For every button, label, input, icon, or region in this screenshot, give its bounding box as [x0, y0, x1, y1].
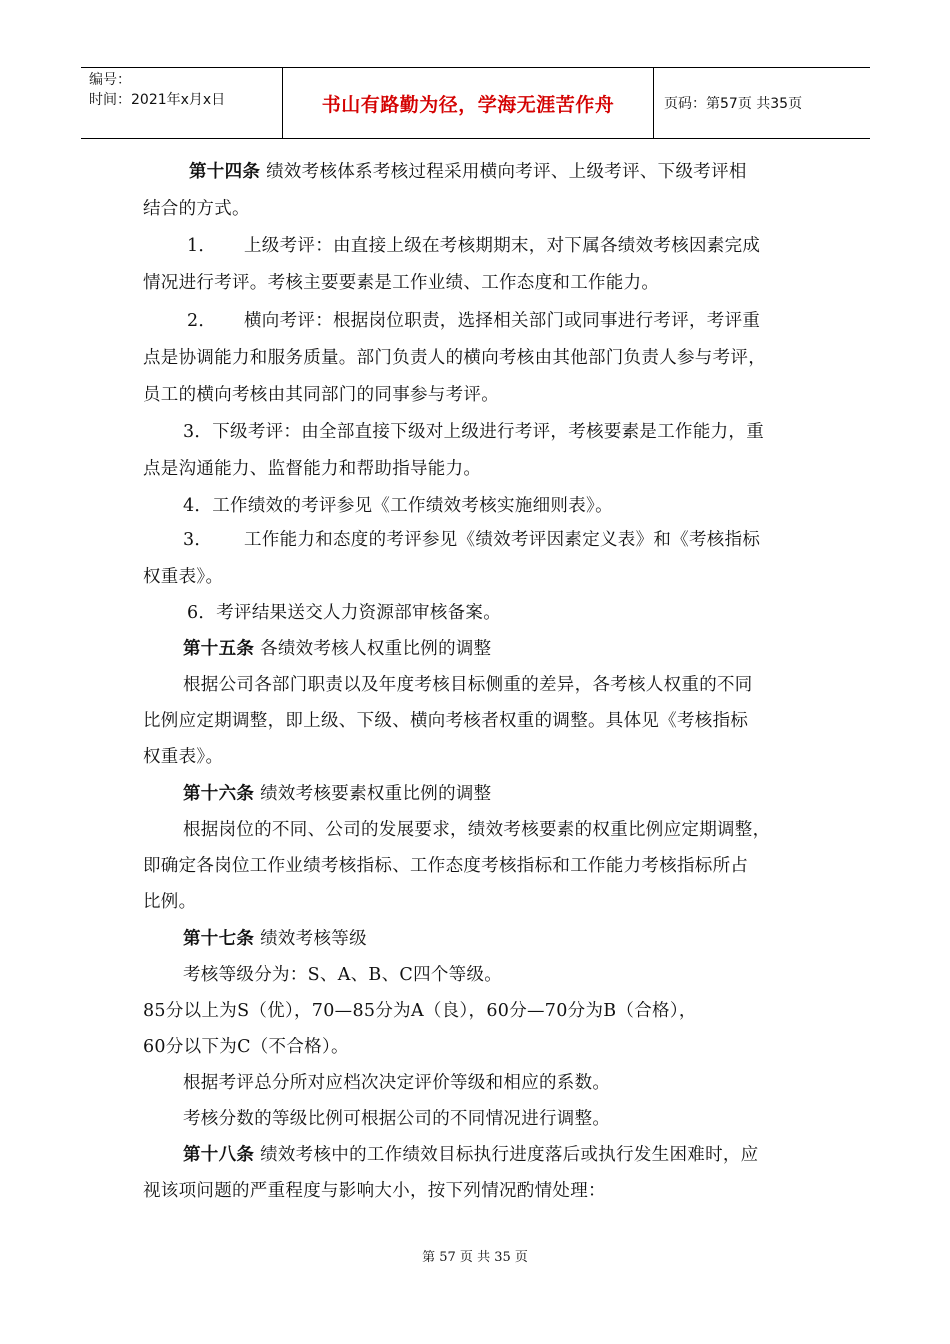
header-meta: [81, 68, 283, 138]
item-2-line-2: 点是协调能力和服务质量。部门负责人的横向考核由其他部门负责人参与考评，: [143, 348, 766, 368]
page-header: [81, 67, 870, 139]
document-number: 编号：: [89, 72, 131, 88]
article-17-line-1: 考核等级分为：S、A、B、C四个等级。: [183, 965, 503, 985]
article-14-line-2: 结合的方式。: [143, 199, 250, 219]
article-16-heading: 第十六条: [183, 784, 255, 804]
header-page-cell: [654, 68, 870, 138]
article-17-title-line: 第十七条 绩效考核等级: [183, 929, 367, 949]
article-16-line-3: 比例。: [143, 892, 197, 912]
article-16-title-line: 第十六条 绩效考核要素权重比例的调整: [183, 784, 492, 804]
article-17-line-4: 根据考评总分所对应档次决定评价等级和相应的系数。: [183, 1073, 611, 1093]
motto: 书山有路勤为径，学海无涯苦作舟: [321, 93, 615, 116]
article-15-line-2: 比例应定期调整，即上级、下级、横向考核者权重的调整。具体见《考核指标: [143, 711, 749, 731]
item-5-number: 3．: [183, 530, 213, 550]
page-footer: 第 57 页 共 35 页: [422, 1250, 528, 1265]
item-3-line-2: 点是沟通能力、监督能力和帮助指导能力。: [143, 459, 482, 479]
article-18-line-2: 视该项问题的严重程度与影响大小，按下列情况酌情处理：: [143, 1181, 606, 1201]
article-14-line-1: 第十四条 绩效考核体系考核过程采用横向考评、上级考评、下级考评相: [189, 162, 747, 182]
item-6: 6．考评结果送交人力资源部审核备案。: [187, 603, 502, 623]
article-18-line-1: 第十八条 绩效考核中的工作绩效目标执行进度落后或执行发生困难时，应: [183, 1145, 759, 1165]
document-date: 时间：2021年x月x日: [89, 92, 226, 108]
header-page-number: 页码：第57页 共35页: [664, 96, 803, 112]
header-motto-cell: [283, 68, 654, 138]
article-18-heading: 第十八条: [183, 1145, 255, 1165]
item-5-line-1: 工作能力和态度的考评参见《绩效考评因素定义表》和《考核指标: [244, 530, 761, 550]
item-1-number: 1．: [187, 236, 217, 256]
item-1-line-1: 上级考评：由直接上级在考核期期末，对下属各绩效考核因素完成: [244, 236, 761, 256]
article-14-heading: 第十四条: [189, 162, 261, 182]
article-15-line-3: 权重表》。: [143, 747, 224, 767]
item-4: 4．工作绩效的考评参见《工作绩效考核实施细则表》。: [183, 496, 613, 516]
article-17-line-5: 考核分数的等级比例可根据公司的不同情况进行调整。: [183, 1109, 611, 1129]
item-2-line-1: 横向考评：根据岗位职责，选择相关部门或同事进行考评，考评重: [244, 311, 761, 331]
article-16-line-1: 根据岗位的不同、公司的发展要求，绩效考核要素的权重比例应定期调整，: [183, 820, 771, 840]
article-17-line-3: 60分以下为C（不合格）。: [143, 1037, 349, 1057]
article-16-line-2: 即确定各岗位工作业绩考核指标、工作态度考核指标和工作能力考核指标所占: [143, 856, 749, 876]
item-2-line-3: 员工的横向考核由其同部门的同事参与考评。: [143, 385, 499, 405]
article-17-line-2: 85分以上为S（优），70—85分为A（良），60分—70分为B（合格），: [143, 1001, 697, 1021]
article-17-heading: 第十七条: [183, 929, 255, 949]
article-15-line-1: 根据公司各部门职责以及年度考核目标侧重的差异，各考核人权重的不同: [183, 675, 753, 695]
item-2-number: 2．: [187, 311, 217, 331]
item-1-line-2: 情况进行考评。考核主要要素是工作业绩、工作态度和工作能力。: [143, 273, 660, 293]
article-15-title-line: 第十五条 各绩效考核人权重比例的调整: [183, 639, 492, 659]
item-3-line-1: 3．下级考评：由全部直接下级对上级进行考评，考核要素是工作能力，重: [183, 422, 765, 442]
article-15-heading: 第十五条: [183, 639, 255, 659]
item-5-line-2: 权重表》。: [143, 567, 224, 587]
